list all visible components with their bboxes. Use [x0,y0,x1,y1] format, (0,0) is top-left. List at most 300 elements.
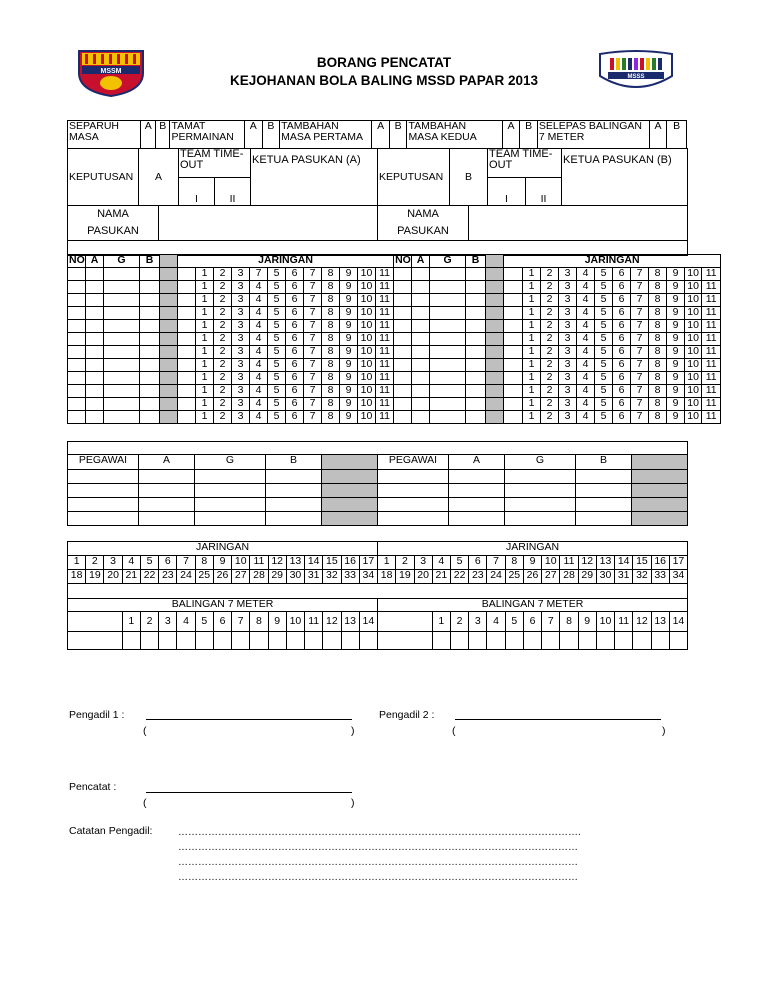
goal-number[interactable]: 2 [214,398,232,411]
goal-number[interactable]: 5 [268,307,286,320]
balingan-number[interactable]: 8 [250,612,268,632]
score-number[interactable]: 9 [523,556,541,570]
score-number[interactable]: 34 [359,570,377,584]
goal-number[interactable]: 5 [595,307,613,320]
score-number[interactable]: 14 [615,556,633,570]
official-cell[interactable] [266,470,322,484]
goal-number[interactable]: 6 [286,398,304,411]
balingan-number[interactable]: 1 [432,612,450,632]
goal-number[interactable]: 1 [196,294,214,307]
catatan-line-1[interactable]: …………………………………………………………………………………………………………. [178,827,581,838]
balingan-mark[interactable] [341,632,359,650]
player-cell[interactable] [412,294,430,307]
official-cell[interactable] [576,512,632,526]
goal-number[interactable]: 11 [702,398,721,411]
balingan-number[interactable]: 5 [505,612,523,632]
goal-number[interactable]: 2 [541,346,559,359]
goal-number[interactable]: 10 [685,307,702,320]
player-cell[interactable] [430,281,466,294]
goal-number[interactable]: 1 [523,372,541,385]
goal-number[interactable]: 3 [559,320,577,333]
goal-number[interactable]: 8 [322,320,340,333]
goal-number[interactable]: 1 [196,359,214,372]
goal-number[interactable]: 9 [340,411,358,424]
goal-number[interactable]: 2 [541,385,559,398]
goal-number[interactable]: 4 [577,307,595,320]
score-number[interactable]: 14 [305,556,323,570]
goal-number[interactable]: 3 [559,359,577,372]
goal-number[interactable]: 4 [577,294,595,307]
score-number[interactable]: 8 [505,556,523,570]
player-cell[interactable] [394,268,412,281]
goal-number[interactable]: 2 [541,320,559,333]
official-cell[interactable] [266,498,322,512]
goal-number[interactable]: 8 [649,333,667,346]
goal-number[interactable]: 8 [322,398,340,411]
goal-number[interactable]: 5 [595,294,613,307]
goal-number[interactable]: 7 [631,411,649,424]
player-cell[interactable] [412,346,430,359]
goal-number[interactable]: 9 [667,411,685,424]
goal-number[interactable]: 7 [631,333,649,346]
goal-number[interactable]: 10 [358,294,376,307]
goal-number[interactable]: 2 [541,307,559,320]
goal-number[interactable]: 7 [304,346,322,359]
player-cell[interactable] [412,385,430,398]
score-number[interactable]: 31 [305,570,323,584]
goal-number[interactable]: 10 [685,398,702,411]
player-cell[interactable] [104,307,140,320]
score-number[interactable]: 7 [177,556,195,570]
player-cell[interactable] [394,359,412,372]
goal-number[interactable]: 4 [250,294,268,307]
goal-number[interactable]: 5 [595,333,613,346]
goal-number[interactable]: 3 [232,385,250,398]
goal-number[interactable]: 11 [376,320,394,333]
balingan-number[interactable]: 13 [651,612,669,632]
goal-number[interactable]: 7 [304,372,322,385]
goal-number[interactable]: 7 [631,398,649,411]
goal-number[interactable]: 7 [304,307,322,320]
goal-number[interactable]: 11 [376,268,394,281]
score-number[interactable]: 34 [669,570,687,584]
goal-number[interactable]: 9 [340,385,358,398]
score-number[interactable]: 2 [396,556,414,570]
goal-number[interactable]: 11 [702,281,721,294]
balingan-mark[interactable] [651,632,669,650]
balingan-mark[interactable] [122,632,140,650]
goal-number[interactable]: 3 [232,359,250,372]
pencatat-line[interactable] [146,792,352,793]
goal-number[interactable]: 5 [268,333,286,346]
goal-number[interactable]: 3 [559,411,577,424]
goal-number[interactable]: 1 [196,320,214,333]
goal-number[interactable]: 7 [631,346,649,359]
player-cell[interactable] [412,320,430,333]
score-number[interactable]: 17 [669,556,687,570]
goal-number[interactable]: 11 [702,268,721,281]
goal-number[interactable]: 6 [613,281,631,294]
catatan-line-4[interactable]: ………………………………………………………………………………………………………… [178,872,578,883]
score-number[interactable]: 6 [469,556,487,570]
goal-number[interactable]: 9 [340,294,358,307]
goal-number[interactable]: 4 [577,333,595,346]
goal-number[interactable]: 3 [232,281,250,294]
goal-number[interactable]: 3 [559,333,577,346]
goal-number[interactable]: 8 [322,268,340,281]
goal-number[interactable]: 9 [340,398,358,411]
score-number[interactable]: 22 [140,570,158,584]
player-cell[interactable] [430,320,466,333]
official-cell[interactable] [449,498,505,512]
player-cell[interactable] [412,281,430,294]
goal-number[interactable]: 7 [250,268,268,281]
score-number[interactable]: 31 [615,570,633,584]
goal-number[interactable]: 2 [214,281,232,294]
balingan-number[interactable]: 11 [305,612,323,632]
official-cell[interactable] [576,470,632,484]
goal-number[interactable]: 10 [358,320,376,333]
goal-number[interactable]: 2 [541,294,559,307]
score-number[interactable]: 26 [213,570,231,584]
score-number[interactable]: 29 [578,570,596,584]
goal-number[interactable]: 4 [250,346,268,359]
goal-number[interactable]: 9 [667,281,685,294]
goal-number[interactable]: 8 [649,320,667,333]
goal-number[interactable]: 3 [232,346,250,359]
score-number[interactable]: 32 [323,570,341,584]
player-cell[interactable] [466,333,486,346]
goal-number[interactable]: 5 [268,346,286,359]
goal-number[interactable]: 3 [559,346,577,359]
goal-number[interactable]: 10 [685,385,702,398]
goal-number[interactable]: 8 [322,411,340,424]
goal-number[interactable]: 2 [214,268,232,281]
pengadil2-line[interactable] [455,719,661,720]
goal-number[interactable]: 1 [523,359,541,372]
official-cell[interactable] [378,484,449,498]
goal-number[interactable]: 6 [286,320,304,333]
player-cell[interactable] [86,411,104,424]
goal-number[interactable]: 2 [214,359,232,372]
goal-number[interactable]: 6 [286,281,304,294]
score-number[interactable]: 4 [122,556,140,570]
score-number[interactable]: 13 [286,556,304,570]
goal-number[interactable]: 9 [340,281,358,294]
goal-number[interactable]: 2 [541,281,559,294]
score-number[interactable]: 28 [560,570,578,584]
goal-number[interactable]: 1 [523,320,541,333]
score-number[interactable]: 17 [359,556,377,570]
goal-number[interactable]: 4 [250,307,268,320]
goal-number[interactable]: 3 [232,294,250,307]
goal-number[interactable]: 3 [559,294,577,307]
balingan-mark[interactable] [469,632,487,650]
goal-number[interactable]: 1 [523,294,541,307]
goal-number[interactable]: 8 [322,307,340,320]
player-cell[interactable] [104,398,140,411]
nama-pasukan-a-field[interactable] [159,206,378,241]
balingan-mark[interactable] [232,632,250,650]
player-cell[interactable] [140,294,160,307]
score-number[interactable]: 26 [523,570,541,584]
goal-number[interactable]: 9 [340,359,358,372]
goal-number[interactable]: 11 [376,359,394,372]
goal-number[interactable]: 11 [702,385,721,398]
goal-number[interactable]: 6 [613,333,631,346]
player-cell[interactable] [412,398,430,411]
score-number[interactable]: 21 [432,570,450,584]
goal-number[interactable]: 9 [340,333,358,346]
score-number[interactable]: 19 [86,570,104,584]
balingan-number[interactable]: 10 [286,612,304,632]
goal-number[interactable]: 6 [286,333,304,346]
score-number[interactable]: 10 [542,556,560,570]
player-cell[interactable] [86,294,104,307]
player-cell[interactable] [430,372,466,385]
goal-number[interactable]: 2 [214,333,232,346]
player-cell[interactable] [140,281,160,294]
official-cell[interactable] [195,512,266,526]
balingan-mark[interactable] [432,632,450,650]
goal-number[interactable]: 10 [685,268,702,281]
player-cell[interactable] [466,294,486,307]
balingan-mark[interactable] [450,632,468,650]
player-cell[interactable] [466,359,486,372]
score-number[interactable]: 27 [232,570,250,584]
official-cell[interactable] [68,512,139,526]
balingan-mark[interactable] [250,632,268,650]
goal-number[interactable]: 5 [595,268,613,281]
goal-number[interactable]: 1 [196,398,214,411]
official-cell[interactable] [139,470,195,484]
balingan-number[interactable]: 7 [232,612,250,632]
goal-number[interactable]: 8 [649,268,667,281]
goal-number[interactable]: 9 [667,398,685,411]
goal-number[interactable]: 4 [250,281,268,294]
score-number[interactable]: 5 [140,556,158,570]
balingan-number[interactable]: 3 [469,612,487,632]
balingan-mark[interactable] [669,632,687,650]
goal-number[interactable]: 5 [595,359,613,372]
score-number[interactable]: 33 [651,570,669,584]
player-cell[interactable] [140,372,160,385]
goal-number[interactable]: 1 [523,385,541,398]
goal-number[interactable]: 9 [340,268,358,281]
goal-number[interactable]: 10 [685,281,702,294]
balingan-number[interactable]: 5 [195,612,213,632]
score-number[interactable]: 16 [341,556,359,570]
goal-number[interactable]: 9 [340,307,358,320]
score-number[interactable]: 1 [68,556,86,570]
official-cell[interactable] [505,470,576,484]
goal-number[interactable]: 11 [376,385,394,398]
score-number[interactable]: 11 [250,556,268,570]
official-cell[interactable] [505,484,576,498]
goal-number[interactable]: 6 [286,346,304,359]
goal-number[interactable]: 9 [340,346,358,359]
score-number[interactable]: 5 [450,556,468,570]
balingan-number[interactable]: 14 [359,612,377,632]
goal-number[interactable]: 2 [214,346,232,359]
goal-number[interactable]: 11 [702,294,721,307]
goal-number[interactable]: 4 [577,398,595,411]
goal-number[interactable]: 7 [631,294,649,307]
score-number[interactable]: 28 [250,570,268,584]
goal-number[interactable]: 5 [268,320,286,333]
goal-number[interactable]: 7 [631,281,649,294]
goal-number[interactable]: 10 [685,411,702,424]
goal-number[interactable]: 3 [559,385,577,398]
goal-number[interactable]: 9 [667,359,685,372]
goal-number[interactable]: 2 [541,411,559,424]
goal-number[interactable]: 3 [559,307,577,320]
goal-number[interactable]: 2 [541,398,559,411]
balingan-mark[interactable] [177,632,195,650]
goal-number[interactable]: 11 [702,411,721,424]
goal-number[interactable]: 7 [304,411,322,424]
balingan-number[interactable]: 12 [633,612,651,632]
official-cell[interactable] [505,512,576,526]
goal-number[interactable]: 6 [613,372,631,385]
goal-number[interactable]: 6 [286,307,304,320]
score-number[interactable]: 15 [323,556,341,570]
player-cell[interactable] [430,385,466,398]
goal-number[interactable]: 1 [196,307,214,320]
player-cell[interactable] [86,372,104,385]
goal-number[interactable]: 7 [631,320,649,333]
official-cell[interactable] [195,470,266,484]
balingan-number[interactable]: 6 [213,612,231,632]
goal-number[interactable]: 4 [250,372,268,385]
player-cell[interactable] [412,268,430,281]
official-cell[interactable] [139,484,195,498]
official-cell[interactable] [68,470,139,484]
balingan-number[interactable]: 14 [669,612,687,632]
goal-number[interactable]: 11 [376,398,394,411]
official-cell[interactable] [449,512,505,526]
goal-number[interactable]: 11 [376,294,394,307]
balingan-mark[interactable] [286,632,304,650]
balingan-mark[interactable] [323,632,341,650]
goal-number[interactable]: 11 [702,346,721,359]
score-number[interactable]: 29 [268,570,286,584]
official-cell[interactable] [139,498,195,512]
goal-number[interactable]: 3 [232,320,250,333]
goal-number[interactable]: 5 [595,281,613,294]
official-cell[interactable] [378,470,449,484]
goal-number[interactable]: 10 [358,411,376,424]
goal-number[interactable]: 6 [613,294,631,307]
goal-number[interactable]: 7 [304,268,322,281]
score-number[interactable]: 20 [104,570,122,584]
goal-number[interactable]: 6 [286,268,304,281]
goal-number[interactable]: 4 [577,320,595,333]
player-cell[interactable] [394,398,412,411]
goal-number[interactable]: 11 [702,307,721,320]
balingan-number[interactable]: 10 [596,612,614,632]
goal-number[interactable]: 6 [613,385,631,398]
balingan-mark[interactable] [523,632,541,650]
score-number[interactable]: 4 [432,556,450,570]
balingan-number[interactable]: 9 [578,612,596,632]
official-cell[interactable] [266,512,322,526]
balingan-number[interactable]: 4 [487,612,505,632]
balingan-number[interactable]: 2 [450,612,468,632]
goal-number[interactable]: 4 [250,333,268,346]
goal-number[interactable]: 8 [649,372,667,385]
goal-number[interactable]: 9 [667,333,685,346]
goal-number[interactable]: 8 [322,372,340,385]
score-number[interactable]: 23 [469,570,487,584]
goal-number[interactable]: 3 [559,268,577,281]
score-number[interactable]: 33 [341,570,359,584]
goal-number[interactable]: 7 [304,359,322,372]
goal-number[interactable]: 10 [358,268,376,281]
player-cell[interactable] [140,411,160,424]
balingan-mark[interactable] [140,632,158,650]
score-number[interactable]: 27 [542,570,560,584]
goal-number[interactable]: 10 [358,346,376,359]
goal-number[interactable]: 8 [322,359,340,372]
balingan-mark[interactable] [268,632,286,650]
goal-number[interactable]: 9 [667,268,685,281]
player-cell[interactable] [412,411,430,424]
official-cell[interactable] [195,498,266,512]
player-cell[interactable] [140,346,160,359]
goal-number[interactable]: 3 [559,398,577,411]
goal-number[interactable]: 7 [631,385,649,398]
goal-number[interactable]: 10 [358,398,376,411]
goal-number[interactable]: 10 [685,294,702,307]
goal-number[interactable]: 2 [541,372,559,385]
player-cell[interactable] [104,294,140,307]
goal-number[interactable]: 2 [214,307,232,320]
score-number[interactable]: 24 [487,570,505,584]
goal-number[interactable]: 8 [322,385,340,398]
player-cell[interactable] [86,333,104,346]
goal-number[interactable]: 10 [685,333,702,346]
goal-number[interactable]: 8 [649,398,667,411]
player-cell[interactable] [466,372,486,385]
official-cell[interactable] [266,484,322,498]
balingan-number[interactable]: 13 [341,612,359,632]
player-cell[interactable] [68,281,86,294]
player-cell[interactable] [104,385,140,398]
balingan-number[interactable]: 12 [323,612,341,632]
official-cell[interactable] [576,498,632,512]
goal-number[interactable]: 10 [358,281,376,294]
player-cell[interactable] [140,398,160,411]
player-cell[interactable] [430,398,466,411]
player-cell[interactable] [104,372,140,385]
player-cell[interactable] [140,320,160,333]
goal-number[interactable]: 9 [667,294,685,307]
goal-number[interactable]: 11 [702,320,721,333]
player-cell[interactable] [466,385,486,398]
goal-number[interactable]: 5 [595,372,613,385]
goal-number[interactable]: 10 [358,385,376,398]
goal-number[interactable]: 8 [322,294,340,307]
goal-number[interactable]: 8 [649,281,667,294]
goal-number[interactable]: 3 [232,268,250,281]
score-number[interactable]: 18 [68,570,86,584]
player-cell[interactable] [430,307,466,320]
balingan-number[interactable]: 2 [140,612,158,632]
goal-number[interactable]: 5 [268,398,286,411]
goal-number[interactable]: 5 [595,398,613,411]
player-cell[interactable] [86,385,104,398]
